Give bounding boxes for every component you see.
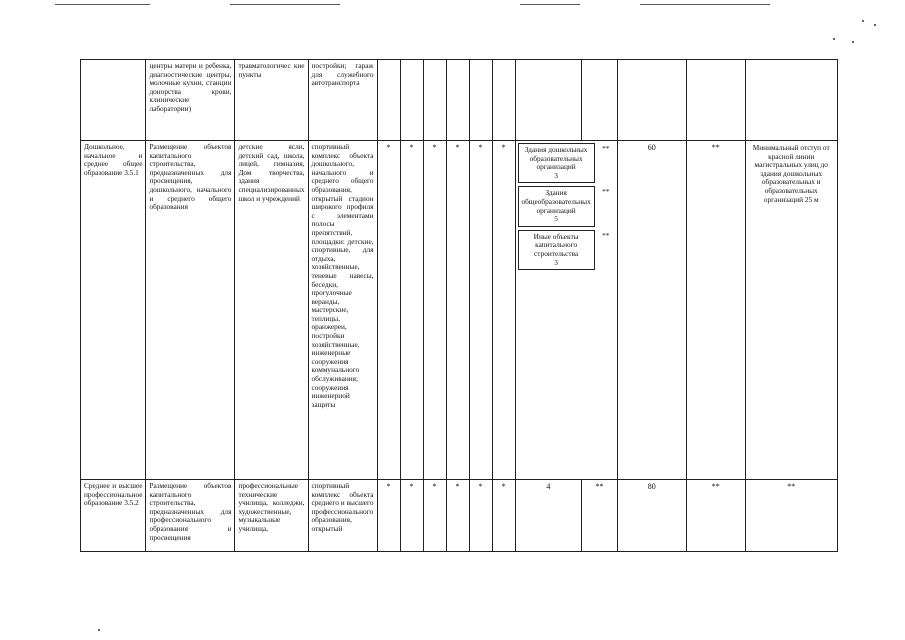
floors-value: 5 xyxy=(554,214,558,224)
cell-empty xyxy=(582,60,617,141)
floors-value: 3 xyxy=(554,257,558,267)
cell-empty xyxy=(377,60,400,141)
cell-mark: * xyxy=(423,480,446,552)
cell-empty xyxy=(446,60,469,141)
cell-mark: * xyxy=(400,480,423,552)
cell-mark: * xyxy=(446,141,469,480)
cell-mark: ** xyxy=(686,480,745,552)
cell-empty xyxy=(515,60,582,141)
cell-mark: ** xyxy=(686,141,745,480)
floors-entry xyxy=(518,143,615,183)
floors-subcell xyxy=(518,186,595,226)
cell-empty xyxy=(400,60,423,141)
cell-name: Дошкольное, начальное и среднее общее образование 3.5.1 xyxy=(81,141,146,480)
table-row xyxy=(81,141,838,480)
cell-description: центры матери и ребенка, диагностические центры, молочные кухни, станции донорства крови, клинические лаборатории) xyxy=(146,60,235,141)
cell-empty xyxy=(617,60,686,141)
scan-speck xyxy=(862,20,864,22)
cell-mark: * xyxy=(423,141,446,480)
cell-mark: ** xyxy=(582,480,617,552)
cell-accessory: постройки; гараж для служебного автотранспорта xyxy=(308,60,377,141)
cell-floors xyxy=(515,141,617,480)
floors-subcell xyxy=(518,143,595,183)
table-row xyxy=(81,480,838,552)
floors-entry xyxy=(518,186,615,226)
cell-mark: * xyxy=(446,480,469,552)
floors-subcell xyxy=(518,230,595,270)
cell-empty xyxy=(686,60,745,141)
scan-speck xyxy=(852,41,854,43)
cell-description: Размещение объектов капитального строительства, предназначенных для профессионального образования и просвещения xyxy=(146,480,235,552)
cell-examples: травматологичес кие пункты xyxy=(235,60,308,141)
zoning-table xyxy=(80,59,838,552)
cell-examples: детские ясли, детский сад, школа, лицей, гимназия, Дом творчества, здания специализированных школ и учреждений xyxy=(235,141,308,480)
cell-mark: * xyxy=(377,480,400,552)
cell-percent: 60 xyxy=(617,141,686,480)
cell-accessory: спортивный комплекс объекта среднего и высшего профессионального образования, открытый xyxy=(308,480,377,552)
scan-artifact-line xyxy=(55,4,150,5)
scan-artifact-line xyxy=(520,4,580,5)
cell-empty xyxy=(423,60,446,141)
floors-mark: ** xyxy=(602,144,610,153)
cell-mark: * xyxy=(469,141,492,480)
cell-mark: * xyxy=(400,141,423,480)
scan-speck xyxy=(98,629,100,631)
floors-mark: ** xyxy=(602,230,610,240)
floors-label: Иные объекты капитального строительства xyxy=(533,231,579,258)
cell-mark: * xyxy=(492,141,515,480)
cell-name xyxy=(81,60,146,141)
cell-note: ** xyxy=(745,480,837,552)
cell-examples: профессиональные технические училища, колледжи, художественные, музыкальные училища, xyxy=(235,480,308,552)
cell-mark: * xyxy=(377,141,400,480)
cell-mark: * xyxy=(492,480,515,552)
scan-speck xyxy=(874,24,876,26)
scan-artifact-line xyxy=(230,4,340,5)
scan-speck xyxy=(833,38,835,40)
cell-empty xyxy=(469,60,492,141)
cell-percent: 80 xyxy=(617,480,686,552)
cell-empty xyxy=(492,60,515,141)
cell-name: Среднее и высшее профессиональное образование 3.5.2 xyxy=(81,480,146,552)
floors-label: Здания дошкольных образовательных организаций xyxy=(524,145,588,172)
table-row xyxy=(81,60,838,141)
cell-accessory: спортивный комплекс объекта дошкольного, начального и среднего общего образования, открытый стадион широкого профиля с элементами полосы препятствий, площадки: детские, спортивные, для отдыха, хозяйственные, теневые навесы, беседки, прогулочные веранды, мастерские, теплицы, оранжереи, постройки хозяйственные, инженерные сооружения коммунального обслуживания; сооружения инженерной защиты xyxy=(308,141,377,480)
cell-note: Минимальный отступ от красной линии магистральных улиц до здания дошкольных образовательных и образовательных организаций 25 м xyxy=(745,141,837,480)
cell-mark: * xyxy=(469,480,492,552)
floors-label: Здания общеобразовательных организаций xyxy=(521,188,591,215)
cell-floors: 4 xyxy=(515,480,582,552)
floors-value: 3 xyxy=(554,170,558,180)
scan-artifact-line xyxy=(640,4,770,5)
floors-entry xyxy=(518,230,615,270)
floors-mark: ** xyxy=(602,187,610,197)
cell-empty xyxy=(745,60,837,141)
cell-description: Размещение объектов капитального строительства, предназначенных для просвещения, дошкольного, начального и среднего общего образования xyxy=(146,141,235,480)
